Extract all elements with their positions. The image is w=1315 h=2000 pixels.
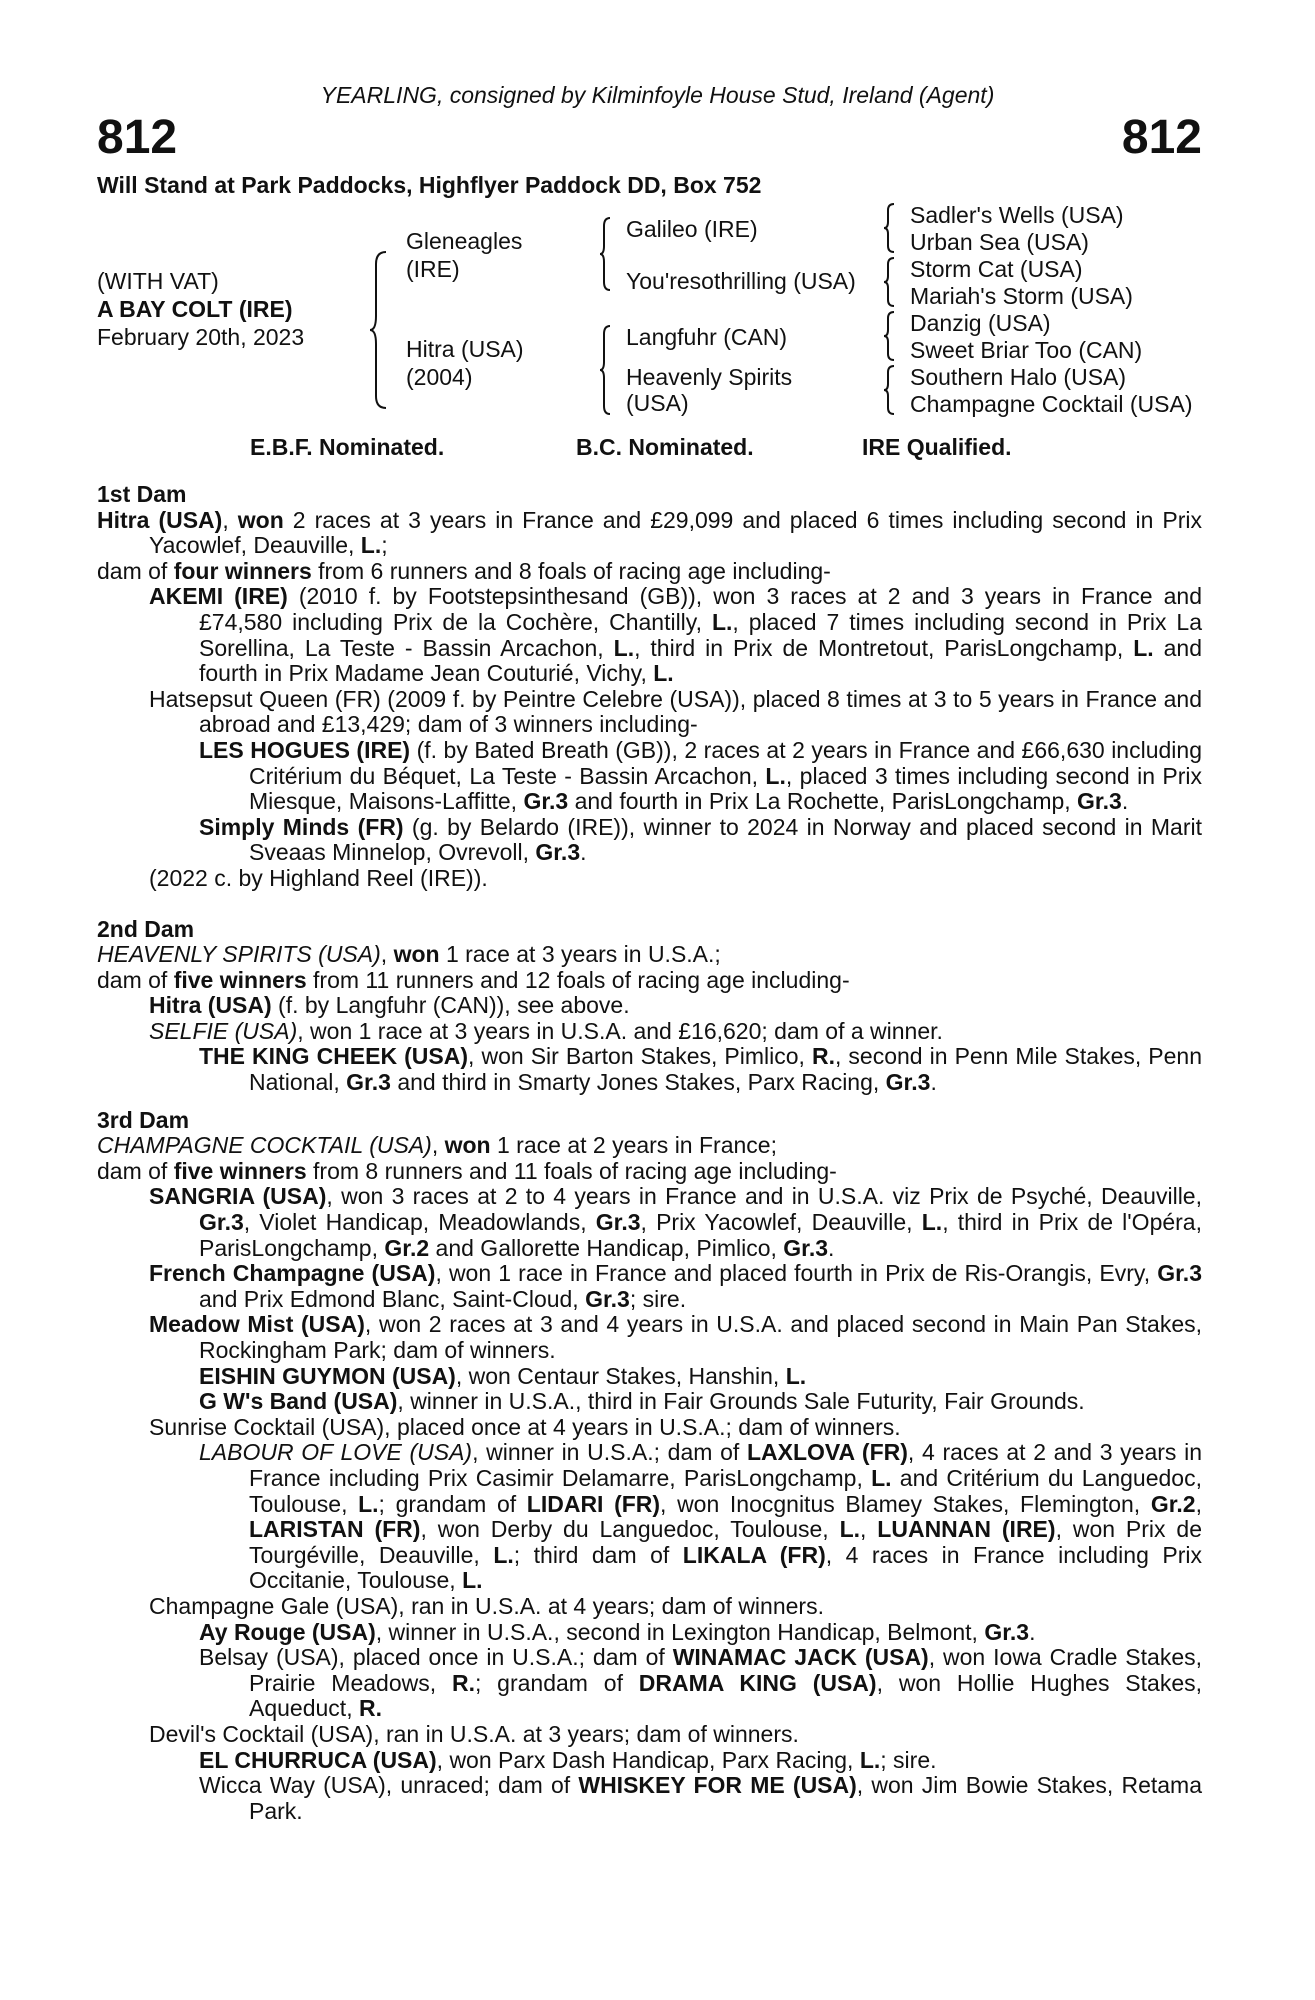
produce-meadow-mist: Meadow Mist (USA), won 2 races at 3 and 4 years in U.S.A. and placed second in Main Pan Stakes, Rockingham Park; dam of winners. xyxy=(149,1311,1203,1363)
stand-location: Will Stand at Park Paddocks, Highflyer Paddock DD, Box 752 xyxy=(97,172,762,198)
ancestor-sdd: Mariah's Storm (USA) xyxy=(910,283,1133,309)
produce-selfie: SELFIE (USA), won 1 race at 3 years in U.S.A. and £16,620; dam of a winner. xyxy=(149,1017,943,1044)
third-dam-heading: 3rd Dam xyxy=(97,1106,190,1133)
produce-labour-of-love: LABOUR OF LOVE (USA), winner in U.S.A.; dam of LAXLOVA (FR), 4 races at 2 and 3 years in France including Prix Casimir Delamarre, ParisLongchamp, L. and Critérium du Languedoc, Toulouse, L.; grandam of LIDARI (FR), won Inocgnitus Blamey Stakes, Flemington, Gr.2, LARISTAN (FR), won Derby du Languedoc, Toulouse, L., LUANNAN (IRE), won Prix de Tourgéville, Deauville, L.; third dam of LIKALA (FR), 4 races in France including Prix Occitanie, Toulouse, L. xyxy=(199,1439,1203,1594)
pedigree-brace-ss xyxy=(882,202,896,254)
pedigree-brace-main xyxy=(368,250,390,410)
produce-champagne-gale: Champagne Gale (USA), ran in U.S.A. at 4 years; dam of winners. xyxy=(149,1592,824,1619)
first-dam-record: Hitra (USA), won 2 races at 3 years in France and £29,099 and placed 6 times including second in Prix Yacowlef, Deauville, L.; xyxy=(97,506,1203,559)
produce-devils-cocktail: Devil's Cocktail (USA), ran in U.S.A. at 3 years; dam of winners. xyxy=(149,1720,799,1747)
catalogue-body xyxy=(97,482,1202,1824)
ancestor-ssd: Urban Sea (USA) xyxy=(910,229,1089,255)
lot-number-right: 812 xyxy=(1121,111,1202,164)
third-dam-record: CHAMPAGNE COCKTAIL (USA), won 1 race at 2 years in France; xyxy=(97,1132,777,1159)
produce-sangria: SANGRIA (USA), won 3 races at 2 to 4 years in France and in U.S.A. viz Prix de Psyché, Deauville, Gr.3, Violet Handicap, Meadowlands, Gr.3, Prix Yacowlef, Deauville, L., third in Prix de l'Opéra, ParisLongchamp, Gr.2 and Gallorette Handicap, Pimlico, Gr.3. xyxy=(149,1183,1202,1261)
produce-simply-minds: Simply Minds (FR) (g. by Belardo (IRE)), winner to 2024 in Norway and placed second in Marit Sveaas Minnelop, Ovrevoll, Gr.3. xyxy=(199,813,1202,866)
pedigree-brace-sd xyxy=(882,256,896,308)
dam-dam-country: (USA) xyxy=(626,390,689,416)
sire-country: (IRE) xyxy=(406,256,460,282)
ancestor-ddd: Champagne Cocktail (USA) xyxy=(910,391,1193,417)
produce-el-churruca: EL CHURRUCA (USA), won Parx Dash Handicap, Parx Racing, L.; sire. xyxy=(199,1746,937,1773)
dam-year: (2004) xyxy=(406,364,473,390)
dam-dam: Heavenly Spirits xyxy=(626,364,793,390)
ancestor-dsd: Sweet Briar Too (CAN) xyxy=(910,337,1143,363)
dam-name: Hitra (USA) xyxy=(406,336,524,362)
ancestor-dss: Danzig (USA) xyxy=(910,310,1051,336)
produce-belsay: Belsay (USA), placed once in U.S.A.; dam of WINAMAC JACK (USA), won Iowa Cradle Stakes, Prairie Meadows, R.; grandam of DRAMA KING (USA), won Hollie Hughes Stakes, Aqueduct, R. xyxy=(199,1644,1203,1722)
ebf-nomination: E.B.F. Nominated. xyxy=(250,434,445,460)
ancestor-sds: Storm Cat (USA) xyxy=(910,256,1083,282)
ire-qualified: IRE Qualified. xyxy=(862,434,1012,460)
produce-ay-rouge: Ay Rouge (USA), winner in U.S.A., second in Lexington Handicap, Belmont, Gr.3. xyxy=(199,1618,1036,1645)
pedigree-brace-dam xyxy=(598,324,612,416)
produce-hitra: Hitra (USA) (f. by Langfuhr (CAN)), see above. xyxy=(149,992,630,1019)
pedigree-brace-ds xyxy=(882,310,896,362)
sire-dam: You'resothrilling (USA) xyxy=(626,268,856,294)
produce-akemi: AKEMI (IRE) (2010 f. by Footstepsinthesand (GB)), won 3 races at 2 and 3 years in France and £74,580 including Prix de la Cochère, Chantilly, L., placed 7 times including second in Prix La Sorellina, La Teste - Bassin Arcachon, L., third in Prix de Montretout, ParisLongchamp, L. and fourth in Prix Madame Jean Couturié, Vichy, L. xyxy=(149,583,1203,687)
second-dam-heading: 2nd Dam xyxy=(97,915,195,942)
second-dam-record: HEAVENLY SPIRITS (USA), won 1 race at 3 years in U.S.A.; xyxy=(97,941,721,968)
produce-les-hogues: LES HOGUES (IRE) (f. by Bated Breath (GB)), 2 races at 2 years in France and £66,630 including Critérium du Béquet, La Teste - Bassin Arcachon, L., placed 3 times including second in Prix Miesque, Maisons-Laffitte, Gr.3 and fourth in Prix La Rochette, ParisLongchamp, Gr.3. xyxy=(199,736,1202,815)
lot-horse-name: A BAY COLT (IRE) xyxy=(97,296,293,322)
pedigree-brace-dd xyxy=(882,364,896,416)
first-dam-produce-summary: dam of four winners from 6 runners and 8 foals of racing age including- xyxy=(97,557,831,584)
ancestor-dds: Southern Halo (USA) xyxy=(910,364,1127,390)
produce-french-champagne: French Champagne (USA), won 1 race in France and placed fourth in Prix de Ris-Orangis, Evry, Gr.3 and Prix Edmond Blanc, Saint-Cloud, Gr.3; sire. xyxy=(149,1260,1202,1312)
produce-gw-band: G W's Band (USA), winner in U.S.A., third in Fair Grounds Sale Futurity, Fair Grounds. xyxy=(199,1388,1085,1415)
produce-the-king-cheek: THE KING CHEEK (USA), won Sir Barton Stakes, Pimlico, R., second in Penn Mile Stakes, Penn National, Gr.3 and third in Smarty Jones Stakes, Parx Racing, Gr.3. xyxy=(199,1043,1203,1096)
ancestor-sss: Sadler's Wells (USA) xyxy=(910,202,1124,228)
second-dam-produce-summary: dam of five winners from 11 runners and 12 foals of racing age including- xyxy=(97,966,850,993)
produce-wicca-way: Wicca Way (USA), unraced; dam of WHISKEY FOR ME (USA), won Jim Bowie Stakes, Retama Park. xyxy=(199,1772,1202,1824)
produce-2022-colt: (2022 c. by Highland Reel (IRE)). xyxy=(149,864,488,891)
produce-hatsepsut-queen: Hatsepsut Queen (FR) (2009 f. by Peintre Celebre (USA)), placed 8 times at 3 to 5 years in France and abroad and £13,429; dam of 3 winners including- xyxy=(149,685,1202,738)
foaling-date: February 20th, 2023 xyxy=(97,324,305,350)
first-dam-heading: 1st Dam xyxy=(97,481,187,507)
bc-nomination: B.C. Nominated. xyxy=(576,434,754,460)
pedigree-brace-sire xyxy=(598,216,612,292)
produce-sunrise-cocktail: Sunrise Cocktail (USA), placed once at 4 years in U.S.A.; dam of winners. xyxy=(149,1413,901,1440)
sire-sire: Galileo (IRE) xyxy=(626,216,758,242)
sire-name: Gleneagles xyxy=(406,228,523,254)
produce-eishin-guymon: EISHIN GUYMON (USA), won Centaur Stakes, Hanshin, L. xyxy=(199,1362,807,1389)
dam-sire: Langfuhr (CAN) xyxy=(626,324,788,350)
lot-number-left: 812 xyxy=(97,111,178,164)
consignment-subtitle: YEARLING, consigned by Kilminfoyle House Stud, Ireland (Agent) xyxy=(320,82,995,108)
third-dam-produce-summary: dam of five winners from 8 runners and 11 foals of racing age including- xyxy=(97,1157,837,1184)
vat-note: (WITH VAT) xyxy=(97,268,219,294)
